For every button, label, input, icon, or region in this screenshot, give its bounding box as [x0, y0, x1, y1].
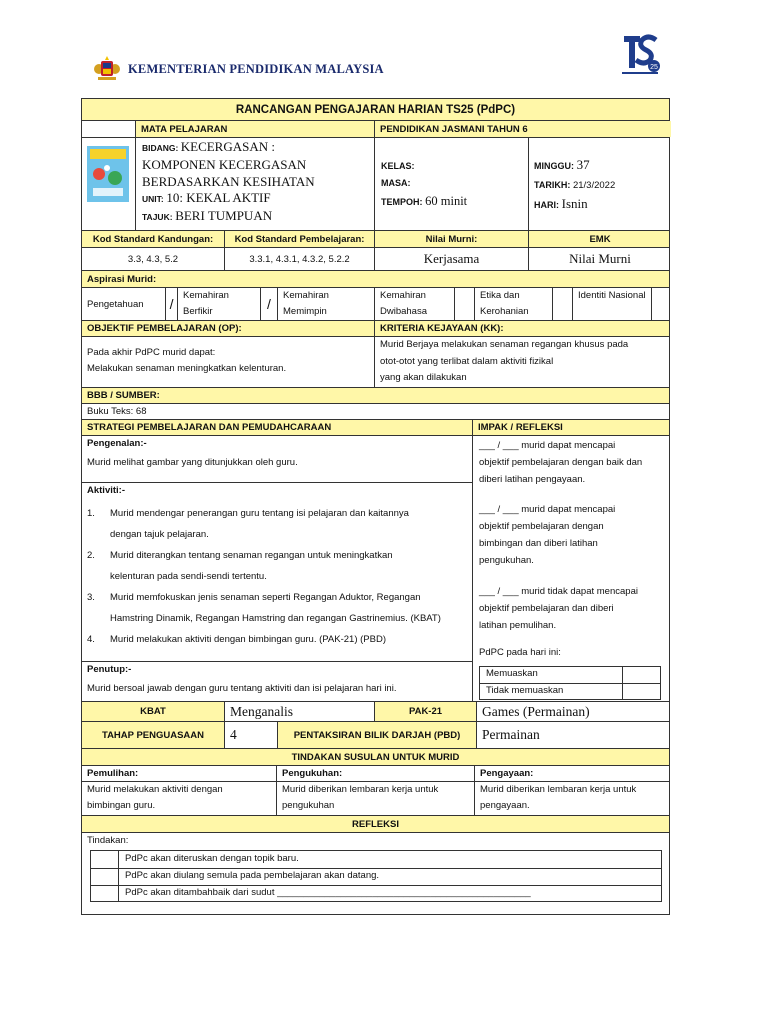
page-title: RANCANGAN PENGAJARAN HARIAN TS25 (PdPC): [82, 99, 669, 120]
aspirasi-item: Identiti Nasional: [572, 288, 651, 320]
pemulihan-text: bimbingan guru.: [87, 800, 156, 811]
objektif-label: OBJEKTIF PEMBELAJARAN (OP):: [87, 323, 242, 334]
aspirasi-mark: /: [165, 288, 177, 320]
tempoh-label: TEMPOH:: [381, 197, 423, 207]
aspirasi-item: Kemahiran Berfikir: [177, 288, 260, 320]
subject-label: MATA PELAJARAN: [135, 121, 374, 137]
ts25-logo-icon: [612, 26, 668, 82]
aspirasi-mark: /: [260, 288, 277, 320]
masa-label: MASA:: [381, 178, 411, 188]
sp-label: Kod Standard Pembelajaran:: [224, 231, 374, 247]
penutup-text: Murid bersoal jawab dengan guru tentang aktiviti dan isi pelajaran hari ini.: [87, 683, 397, 694]
objektif-line-1: Pada akhir PdPC murid dapat:: [87, 347, 216, 358]
tindakan-label: Tindakan:: [87, 835, 129, 846]
sk-label: Kod Standard Kandungan:: [92, 233, 214, 245]
tempoh-value: 60 minit: [425, 194, 468, 208]
pbd-value: Permainan: [476, 722, 671, 748]
aspirasi-item: Kemahiran Dwibahasa: [374, 288, 454, 320]
tindakan-checkbox[interactable]: [92, 869, 117, 884]
pdpc-option-tidak-memuaskan: Tidak memuaskan: [486, 685, 564, 696]
nilai-label: Nilai Murni:: [374, 231, 528, 247]
pengukuhan-label: Pengukuhan:: [276, 766, 474, 781]
pak-value: Games (Permainan): [476, 702, 671, 721]
susulan-label: TINDAKAN SUSULAN UNTUK MURID: [82, 748, 669, 765]
objektif-line-2: Melakukan senaman meningkatkan kelenturan.: [87, 363, 287, 374]
aspirasi-item: Pengetahuan: [87, 298, 144, 310]
hari-label: HARI:: [534, 200, 559, 210]
pdpc-label: PdPC pada hari ini:: [479, 647, 561, 658]
impak-line: diberi latihan pengayaan.: [479, 474, 586, 485]
kelas-label: KELAS:: [381, 161, 415, 171]
impak-line: objektif pembelajaran dengan baik dan: [479, 457, 643, 468]
pdpc-checkbox[interactable]: [622, 667, 623, 699]
aktiviti-label: Aktiviti:-: [87, 485, 125, 496]
impak-line: ___ / ___ murid tidak dapat mencapai: [479, 586, 638, 597]
pengenalan-text: Murid melihat gambar yang ditunjukkan oleh guru.: [87, 457, 298, 468]
ministry-header: [92, 54, 384, 84]
tindakan-checkbox[interactable]: [92, 886, 117, 901]
ministry-name: KEMENTERIAN PENDIDIKAN MALAYSIA: [128, 61, 384, 76]
kriteria-label: KRITERIA KEJAYAAN (KK):: [374, 321, 671, 336]
bidang-label: BIDANG:: [142, 143, 179, 153]
pdpc-options: [479, 666, 661, 700]
bidang-value: KECERGASAN :: [180, 139, 275, 154]
pengukuhan-text: Murid diberikan lembaran kerja untuk: [282, 784, 439, 795]
svg-text:25: 25: [650, 64, 658, 71]
impak-line: bimbingan dan diberi latihan: [479, 538, 598, 549]
aktiviti-step: 2. Murid diterangkan tentang senaman regangan untuk meningkatkan kelenturan pada sendi-sendi tertentu.: [87, 550, 393, 582]
tindakan-option: PdPc akan diteruskan dengan topik baru.: [125, 853, 299, 864]
impak-line: ___ / ___ murid dapat mencapai: [479, 504, 616, 515]
lesson-plan-table: [81, 98, 670, 915]
tindakan-option: PdPc akan diulang semula pada pembelajaran akan datang.: [125, 870, 380, 881]
tajuk-label: TAJUK:: [142, 212, 173, 222]
kriteria-line-2: otot-otot yang terlibat dalam aktiviti fizikal: [380, 355, 554, 367]
tarikh-value: 21/3/2022: [572, 180, 616, 191]
impak-line: objektif pembelajaran dan diberi: [479, 603, 614, 614]
tahap-label: TAHAP PENGUASAAN: [82, 722, 224, 748]
strategi-label: STRATEGI PEMBELAJARAN DAN PEMUDAHCARAAN: [87, 422, 332, 433]
kriteria-line-3: yang akan dilakukan: [380, 372, 467, 383]
aktiviti-step: 1. Murid mendengar penerangan guru tentang isi pelajaran dan kaitannya dengan tajuk pelajaran.: [87, 508, 409, 540]
subject-value: PENDIDIKAN JASMANI TAHUN 6: [374, 121, 671, 137]
aktiviti-step: 4. Murid melakukan aktiviti dengan bimbingan guru. (PAK-21) (PBD): [87, 634, 386, 645]
unit-value: 10: KEKAL AKTIF: [166, 190, 271, 205]
kbat-label: KBAT: [82, 702, 224, 721]
impak-label: IMPAK / REFLEKSI: [472, 420, 671, 435]
pengayaan-text: Murid diberikan lembaran kerja untuk: [480, 784, 637, 795]
aspirasi-label: Aspirasi Murid:: [82, 270, 669, 287]
impak-line: objektif pembelajaran dengan: [479, 521, 604, 532]
sp-value: 3.3.1, 4.3.1, 4.3.2, 5.2.2: [224, 248, 374, 270]
kriteria-line-1: Murid Berjaya melakukan senaman regangan khusus pada: [380, 339, 629, 350]
pdpc-option-memuaskan: Memuaskan: [486, 668, 538, 679]
tindakan-checkbox[interactable]: [92, 852, 117, 867]
bbm-value: Buku Teks: 68: [82, 403, 669, 419]
textbook-cover-icon: [87, 146, 129, 202]
bbm-label: BBB / SUMBER:: [82, 387, 669, 403]
minggu-label: MINGGU:: [534, 161, 574, 171]
impak-line: pengukuhan.: [479, 555, 534, 566]
aktiviti-step: 3. Murid memfokuskan jenis senaman seperti Regangan Aduktor, Regangan Hamstring Dinamik, Regangan Hamstring dan regangan Gastrinemius. (KBAT): [87, 592, 441, 624]
refleksi-label: REFLEKSI: [82, 815, 669, 832]
tindakan-options: [90, 850, 662, 902]
nilai-value: Kerjasama: [374, 248, 528, 270]
pengenalan-label: Pengenalan:-: [87, 438, 147, 449]
sk-value: 3.3, 4.3, 5.2: [127, 253, 179, 265]
aspirasi-item: Etika dan Kerohanian: [474, 288, 552, 320]
tindakan-option: PdPc akan ditambahbaik dari sudut ________________________________________________: [125, 887, 531, 898]
bidang-value-3: BERDASARKAN KESIHATAN: [142, 174, 315, 189]
tarikh-label: TARIKH:: [534, 180, 571, 190]
bidang-value-2: KOMPONEN KECERGASAN: [142, 157, 307, 172]
pak-label: PAK-21: [374, 702, 476, 721]
impak-line: latihan pemulihan.: [479, 620, 557, 631]
malaysia-crest-icon: [92, 55, 122, 83]
pengayaan-text: pengayaan.: [480, 800, 530, 811]
pengukuhan-text: pengukuhan: [282, 800, 335, 811]
pemulihan-label: Pemulihan:: [87, 768, 139, 779]
unit-label: UNIT:: [142, 194, 164, 204]
tajuk-value: BERI TUMPUAN: [175, 208, 273, 223]
pemulihan-text: Murid melakukan aktiviti dengan: [87, 784, 223, 795]
aspirasi-row: [82, 287, 669, 320]
pengayaan-label: Pengayaan:: [474, 766, 671, 781]
hari-value: Isnin: [561, 196, 588, 211]
impak-line: ___ / ___ murid dapat mencapai: [479, 440, 616, 451]
kbat-value: Menganalis: [224, 702, 374, 721]
minggu-value: 37: [576, 157, 590, 172]
pbd-label: PENTAKSIRAN BILIK DARJAH (PBD): [277, 722, 476, 748]
emk-label: EMK: [528, 231, 671, 247]
penutup-label: Penutup:-: [87, 664, 132, 675]
emk-value: Nilai Murni: [528, 248, 671, 270]
aspirasi-item: Kemahiran Memimpin: [277, 288, 374, 320]
tahap-value: 4: [224, 722, 277, 748]
